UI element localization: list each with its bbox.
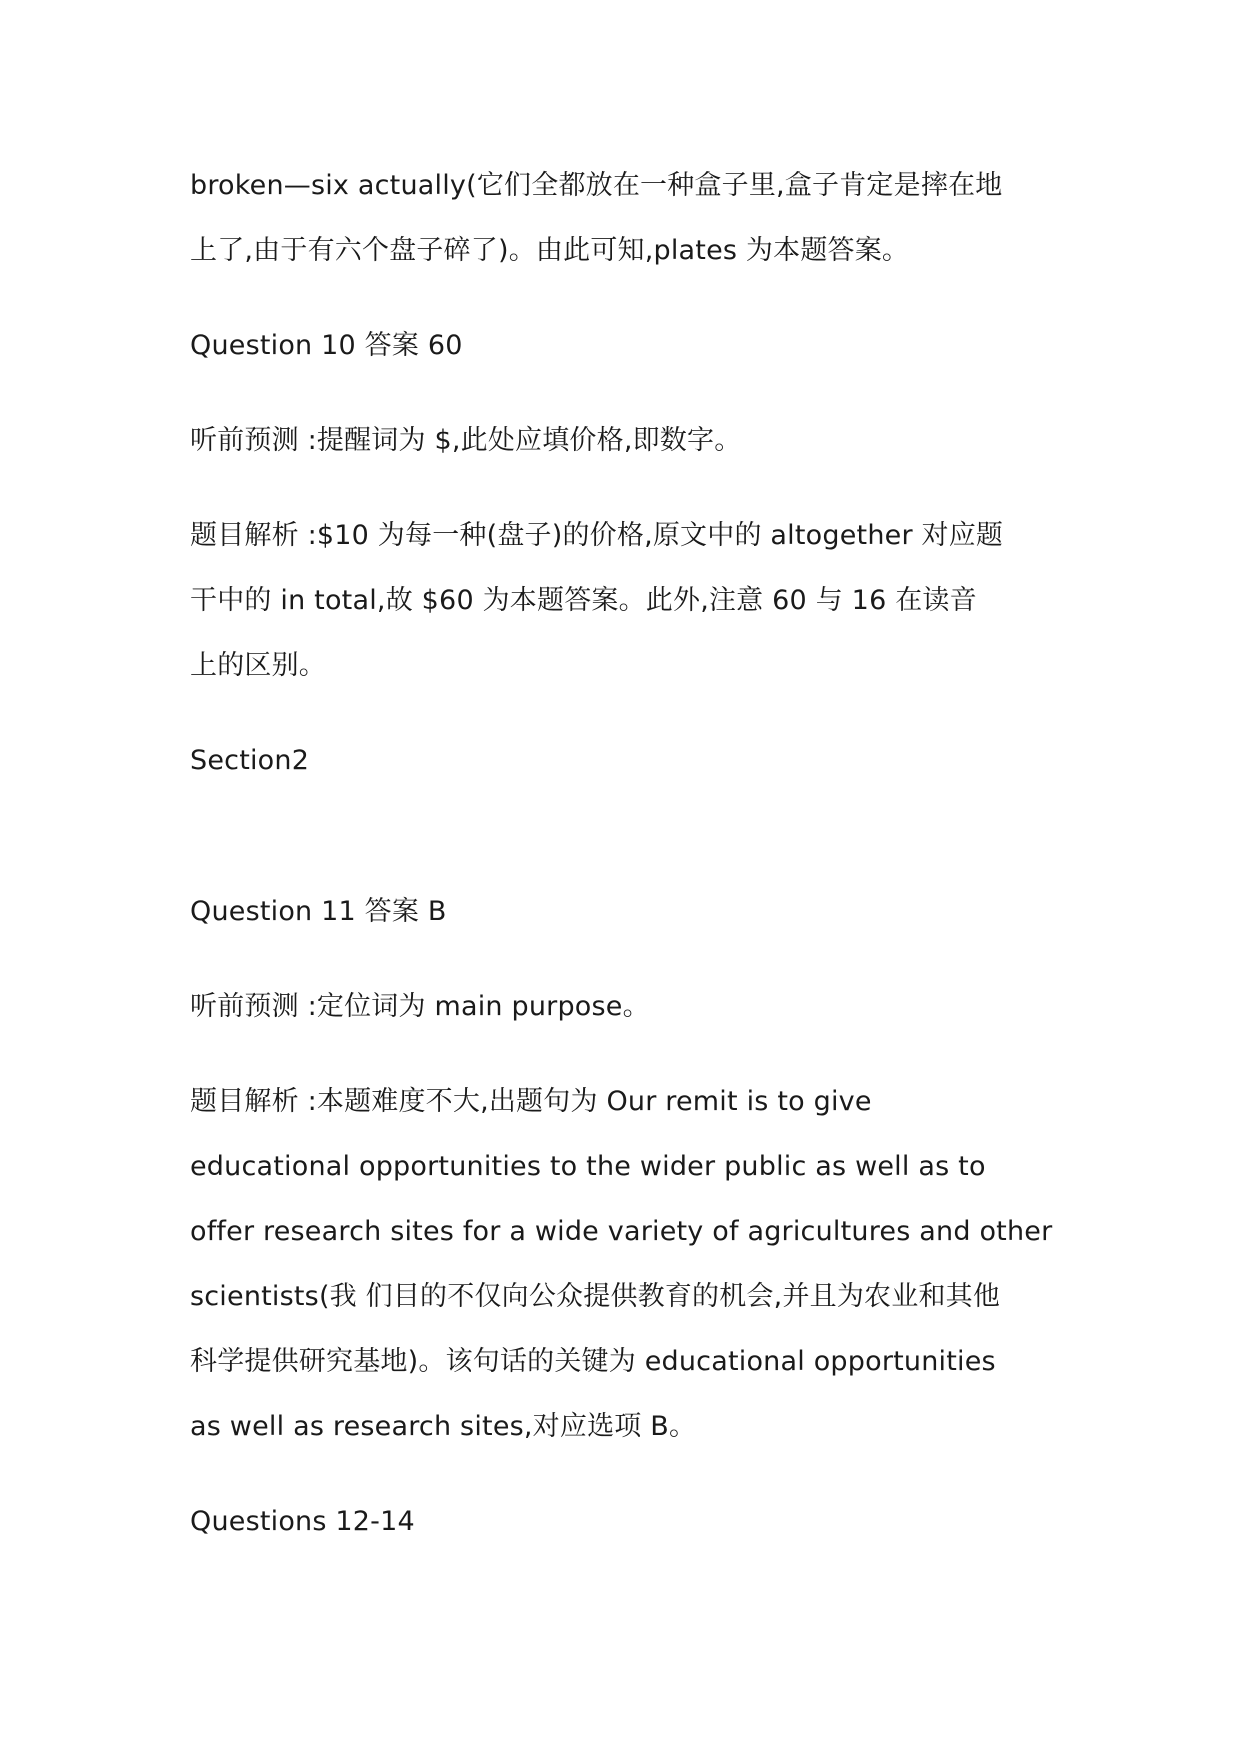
text-line: 干中的 in total,故 $60 为本题答案。此外,注意 60 与 16 在读音: [190, 585, 977, 616]
question-heading: Question 10 答案 60: [190, 330, 463, 361]
text-line: 听前预测 :定位词为 main purpose。: [190, 991, 650, 1022]
text-line: 听前预测 :提醒词为 $,此处应填价格,即数字。: [190, 425, 742, 456]
text-line: educational opportunities to the wider public as well as to: [190, 1151, 986, 1182]
section-heading: Section2: [190, 745, 310, 776]
question-heading: Questions 12-14: [190, 1506, 415, 1537]
question-heading: Question 11 答案 B: [190, 896, 447, 927]
text-line: as well as research sites,对应选项 B。: [190, 1411, 697, 1442]
text-line: 题目解析 :$10 为每一种(盘子)的价格,原文中的 altogether 对应题: [190, 520, 1004, 551]
text-line: 上的区别。: [190, 650, 326, 681]
text-line: 题目解析 :本题难度不大,出题句为 Our remit is to give: [190, 1086, 872, 1117]
text-line: scientists(我 们目的不仅向公众提供教育的机会,并且为农业和其他: [190, 1281, 1001, 1312]
text-line: broken—six actually(它们全都放在一种盒子里,盒子肯定是摔在地: [190, 170, 1003, 201]
text-line: 上了,由于有六个盘子碎了)。由此可知,plates 为本题答案。: [190, 235, 910, 266]
text-line: 科学提供研究基地)。该句话的关键为 educational opportunities: [190, 1346, 996, 1377]
text-line: offer research sites for a wide variety of agricultures and other: [190, 1216, 1053, 1247]
